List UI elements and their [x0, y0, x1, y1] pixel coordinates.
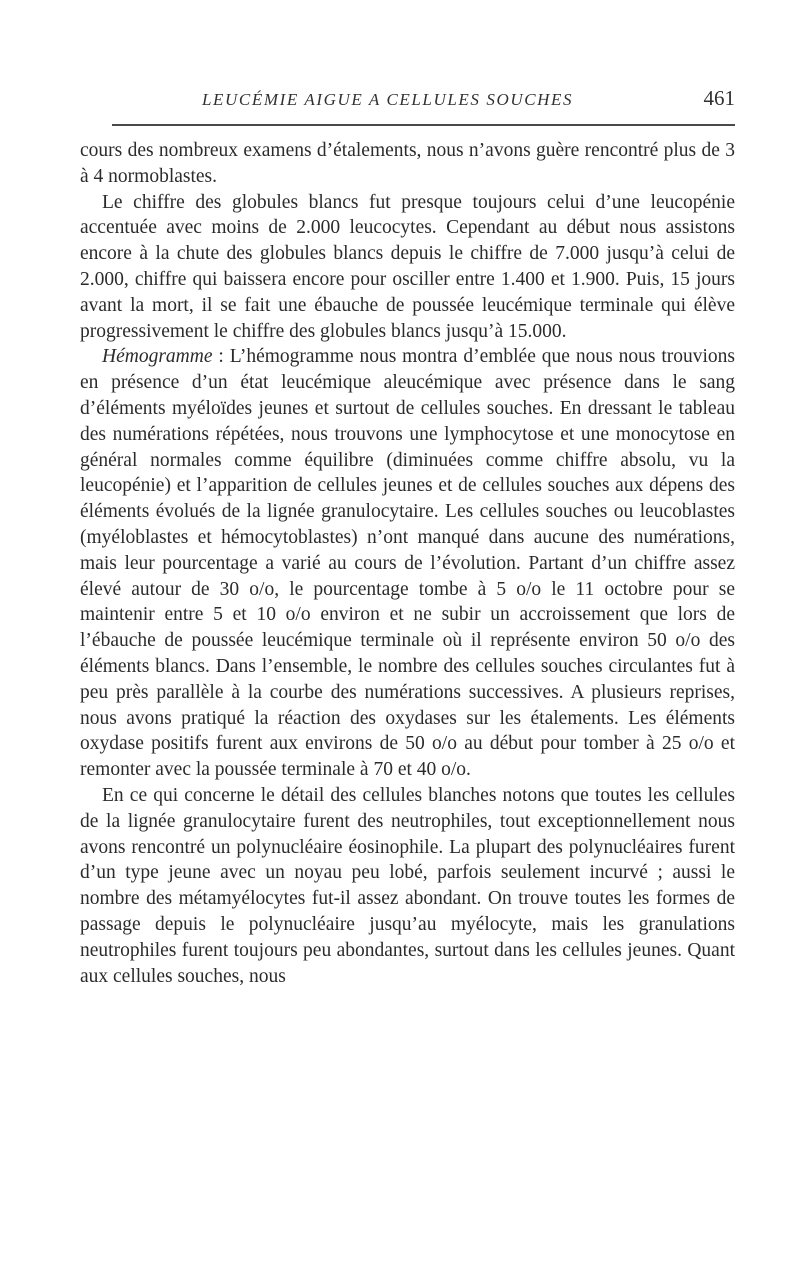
- paragraph-2: [80, 190, 735, 345]
- paragraph-3-text: : L’hémogramme nous montra d’emblée que nous nous trouvions en présence d’un état leucémique aleucémique avec présence dans le sang d’éléments myéloïdes jeunes et surtout de cellules souches. En dressant le tableau des numérations répétées, nous trouvons une lymphocytose et une monocytose en général normales comme équilibre (diminuées comme chiffre absolu, vu la leucopénie) et l’apparition de cellules jeunes et de cellules souches aux dépens des éléments évolués de la lignée granulocytaire. Les cellules souches ou leucoblastes (myéloblastes et hémocytoblastes) n’ont manqué dans aucune des numérations, mais leur pourcentage a varié au cours de l’évolution. Partant d’un chiffre assez élevé autour de 30 o/o, le pourcentage tombe à 5 o/o le 11 octobre pour se maintenir entre 5 et 10 o/o environ et ne subir un accroissement que lors de l’ébauche de poussée leucémique terminale où il représente environ 50 o/o des éléments blancs. Dans l’ensemble, le nombre des cellules souches circulantes fut à peu près parallèle à la courbe des numérations successives. A plusieurs reprises, nous avons pratiqué la réaction des oxydases sur les étalements. Les éléments oxydase positifs furent aux environs de 50 o/o au début pour tomber à 25 o/o et remonter avec la poussée terminale à 70 et 40 o/o.: [80, 346, 735, 781]
- paragraph-3: [80, 344, 735, 783]
- book-page: [80, 84, 735, 987]
- paragraph-4: [80, 783, 735, 989]
- paragraph-1-text: cours des nombreux examens d’étalements, nous n’avons guère rencontré plus de 3 à 4 normoblastes.: [80, 140, 735, 187]
- paragraph-2-text: Le chiffre des globules blancs fut presque toujours celui d’une leucopénie accentuée avec moins de 2.000 leucocytes. Cependant au début nous assistons encore à la chute des globules blancs depuis le chiffre de 7.000 jusqu’à celui de 2.000, chiffre qui baissera encore pour osciller entre 1.400 et 1.900. Puis, 15 jours avant la mort, il se fait une ébauche de poussée leucémique terminale qui élève progressivement le chiffre des globules blancs jusqu’à 15.000.: [80, 191, 735, 342]
- running-header: [80, 84, 735, 124]
- running-title: LEUCÉMIE AIGUE A CELLULES SOUCHES: [202, 90, 574, 109]
- header-rule: [112, 124, 735, 126]
- body-text: [80, 138, 735, 989]
- page-number: 461: [703, 86, 735, 110]
- paragraph-1: [80, 138, 735, 190]
- paragraph-3-lead: Hémogramme: [102, 346, 213, 368]
- paragraph-4-text: En ce qui concerne le détail des cellules blanches notons que toutes les cellules de la lignée granulocytaire furent des neutrophiles, tout exceptionnellement nous avons rencontré un polynucléaire éosinophile. La plupart des polynucléaires furent d’un type jeune avec un noyau peu lobé, parfois seulement incurvé ; aussi le nombre des métamyélocytes fut-il assez abondant. On trouve toutes les formes de passage depuis le polynucléaire jusqu’au myélocyte, mais les granulations neutrophiles furent toujours peu abondantes, surtout dans les cellules jeunes. Quant aux cellules souches, nous: [80, 784, 735, 987]
